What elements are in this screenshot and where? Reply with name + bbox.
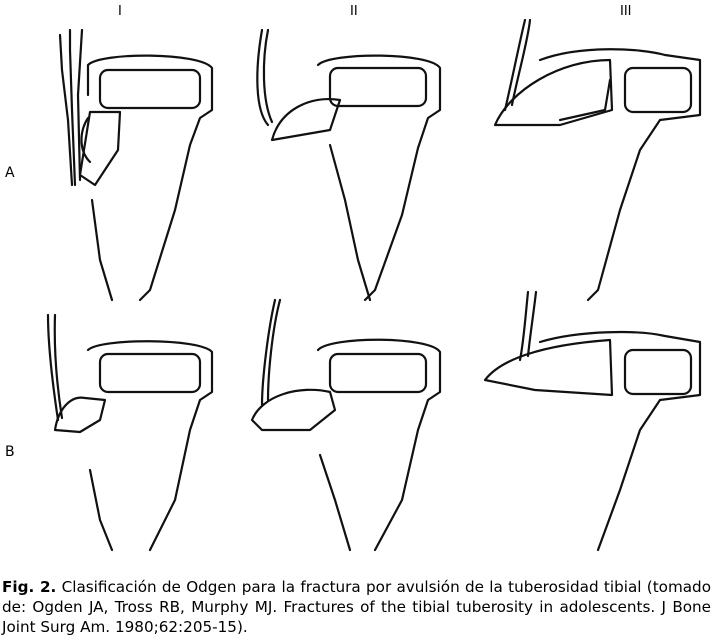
panel-b-type-2 xyxy=(252,300,440,550)
figure-caption xyxy=(2,577,711,637)
caption-text: Clasificación de Odgen para la fractura por avulsión de la tuberosidad tibial (tomado de: Ogden JA, Tross RB, Murphy MJ. Fractures of the tibial tuberosity in adolescents. J Bone Joint Surg Am. 1980;62:205-15). xyxy=(2,578,711,636)
column-label-2: II xyxy=(350,4,358,19)
panel-a-type-3 xyxy=(495,20,700,300)
panel-a-type-2 xyxy=(257,30,440,300)
panel-b-type-1 xyxy=(48,315,212,550)
panel-a-type-1 xyxy=(60,30,212,300)
row-label-a: A xyxy=(5,165,15,181)
caption-label: Fig. 2. xyxy=(2,578,57,596)
panel-b-type-3 xyxy=(485,292,700,550)
column-label-1: I xyxy=(118,4,122,19)
row-label-b: B xyxy=(5,444,15,460)
column-label-3: III xyxy=(620,4,632,19)
